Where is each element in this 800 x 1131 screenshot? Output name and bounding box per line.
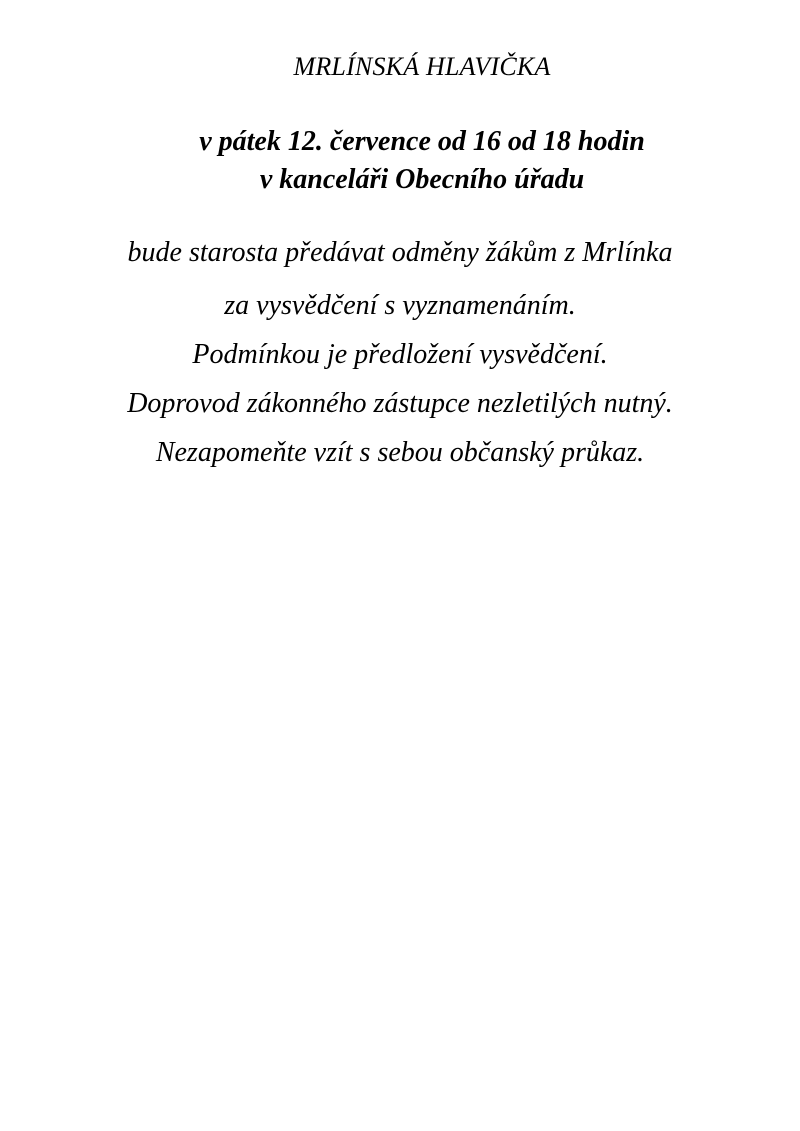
event-location-line: v kanceláři Obecního úřadu [259, 164, 585, 195]
newsletter-title: MRLÍNSKÁ HLAVIČKA [293, 52, 551, 81]
event-date-line: v pátek 12. července od 16 od 18 hodin [199, 126, 645, 157]
announcement-line: bude starosta předávat odměny žákům z Mrlínka [127, 237, 673, 268]
announcement-line: Podmínkou je předložení vysvědčení. [192, 339, 608, 370]
announcement-line: Doprovod zákonného zástupce nezletilých nutný. [127, 388, 673, 419]
announcement-line: za vysvědčení s vyznamenáním. [224, 290, 576, 321]
announcement-line: Nezapomeňte vzít s sebou občanský průkaz. [155, 437, 645, 468]
